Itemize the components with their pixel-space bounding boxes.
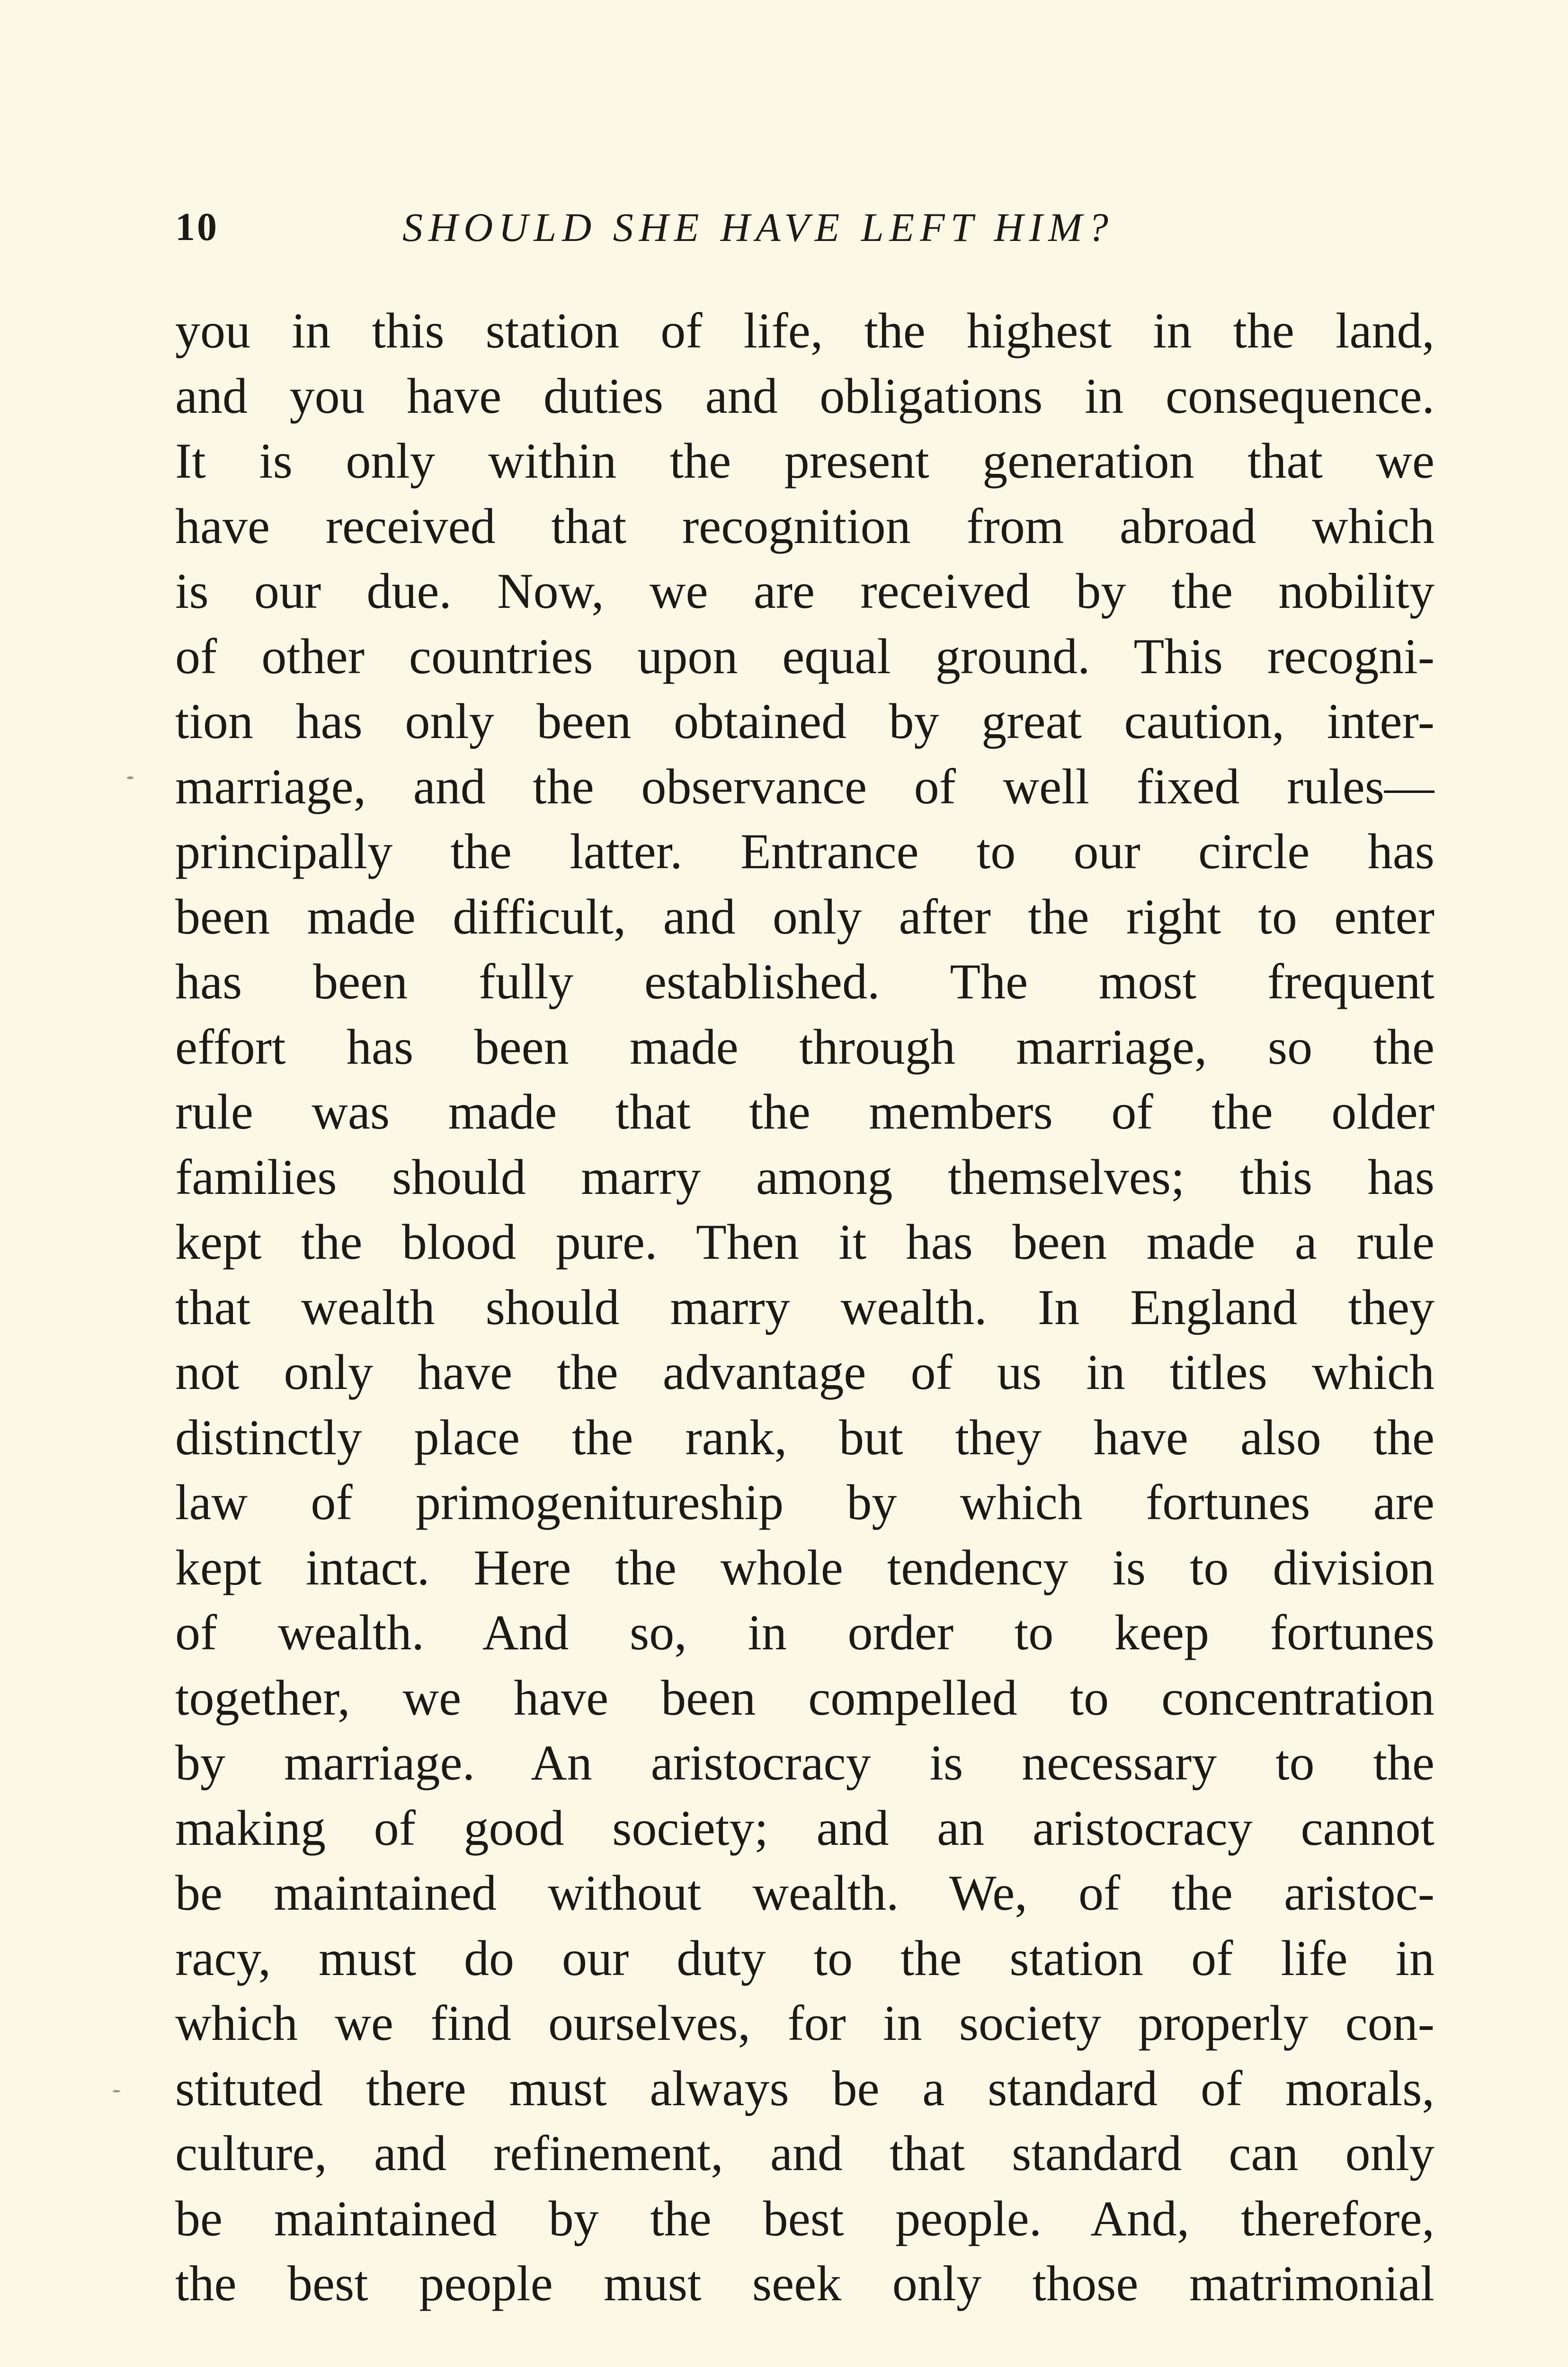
text-line: kept intact. Here the whole tendency is to division [175, 1539, 1434, 1595]
text-line: is our due. Now, we are received by the nobility [175, 563, 1434, 619]
text-line: together, we have been compelled to concentration [175, 1670, 1434, 1726]
text-line: effort has been made through marriage, so the [175, 1019, 1434, 1075]
page-header [175, 199, 1434, 256]
page-number: 10 [175, 205, 219, 249]
paper-speck [127, 776, 134, 779]
running-title: SHOULD SHE HAVE LEFT HIM? [402, 205, 1114, 250]
text-line: racy, must do our duty to the station of life in [175, 1930, 1434, 1986]
text-line: has been fully established. The most frequent [175, 954, 1434, 1009]
text-line: It is only within the present generation that we [175, 433, 1434, 489]
paper-speck [113, 2090, 120, 2092]
text-line: have received that recognition from abroad which [175, 498, 1434, 554]
text-line: stituted there must always be a standard of morals, [175, 2060, 1434, 2116]
body-text [175, 298, 1434, 2316]
text-line: be maintained by the best people. And, therefore, [175, 2190, 1434, 2246]
text-line: not only have the advantage of us in titles which [175, 1344, 1434, 1400]
text-line: the best people must seek only those matrimonial [175, 2256, 1434, 2311]
text-line: of wealth. And so, in order to keep fortunes [175, 1605, 1434, 1660]
text-line: principally the latter. Entrance to our circle has [175, 824, 1434, 879]
text-line: of other countries upon equal ground. This recogni- [175, 628, 1434, 684]
text-line: which we find ourselves, for in society properly con- [175, 1995, 1434, 2051]
text-line: culture, and refinement, and that standard can only [175, 2126, 1434, 2181]
text-line: and you have duties and obligations in consequence. [175, 368, 1434, 424]
text-line: rule was made that the members of the older [175, 1084, 1434, 1139]
text-line: distinctly place the rank, but they have also the [175, 1409, 1434, 1465]
text-line: marriage, and the observance of well fixed rules— [175, 758, 1434, 814]
text-line: been made difficult, and only after the right to enter [175, 889, 1434, 944]
text-line: be maintained without wealth. We, of the aristoc- [175, 1865, 1434, 1921]
text-line: making of good society; and an aristocracy cannot [175, 1800, 1434, 1856]
text-line: tion has only been obtained by great caution, inter- [175, 694, 1434, 749]
text-line: that wealth should marry wealth. In England they [175, 1279, 1434, 1335]
text-line: by marriage. An aristocracy is necessary to the [175, 1735, 1434, 1790]
text-line: you in this station of life, the highest in the land, [175, 303, 1434, 358]
text-line: law of primogenitureship by which fortunes are [175, 1475, 1434, 1530]
text-line: families should marry among themselves; this has [175, 1149, 1434, 1205]
text-line: kept the blood pure. Then it has been made a rule [175, 1214, 1434, 1270]
